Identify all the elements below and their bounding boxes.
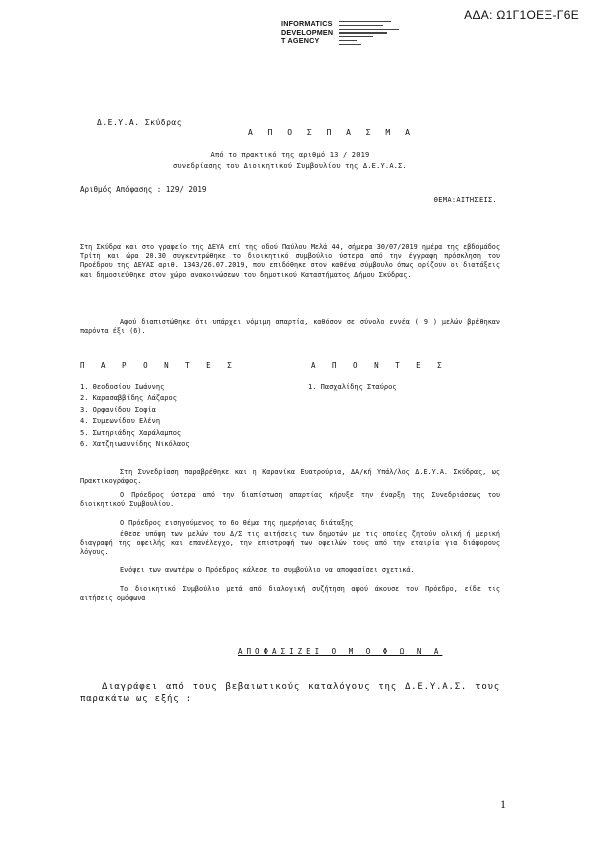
absent-heading: Α Π Ο Ν Τ Ε Σ <box>311 361 448 370</box>
meeting-reference: συνεδρίασης του Διοικητικού Συμβουλίου της Δ.Ε.Υ.Α.Σ. <box>173 162 407 170</box>
agenda-item-paragraph: Ο Πρόεδρος εισηγούμενος το 6ο θέμα της ημερήσιας διάταξης <box>120 519 354 527</box>
logo-fine-print <box>339 21 401 47</box>
agency-logo <box>281 20 401 52</box>
logo-line-3: T AGENCY <box>281 36 320 46</box>
secretary-paragraph: Στη Συνεδρίαση παραβρέθηκε και η Καρανίκα Ευατρούρια, ΔΑ/κή Υπάλ/λος Δ.Ε.Υ.Α. Σκύδρας, ως Πρακτικογράφος. <box>80 468 500 486</box>
present-member: 5. Σωτηριάδης Χαράλαμπος <box>80 428 182 437</box>
agency-logo-text <box>281 20 333 46</box>
logo-line-1: INFORMATICS <box>281 19 333 28</box>
present-member: 2. Καρασαββίδης Λάζαρος <box>80 394 177 403</box>
deliberation-paragraph: Το διοικητικό Συμβούλιο μετά από διαλογική συζήτηση αφού άκουσε τον Πρόεδρο, είδε τις αιτήσεις ομόφωνα <box>80 585 500 603</box>
present-member: 4. Συμεωνίδου Ελένη <box>80 417 161 426</box>
decision-number: Αριθμός Απόφασης : 129/ 2019 <box>80 185 207 194</box>
page-number: 1 <box>500 797 506 811</box>
present-members-list <box>80 382 300 450</box>
absent-member: 1. Πασχαλίδης Σταύρος <box>308 383 397 391</box>
chair-opening-paragraph: Ο Πρόεδρος ύστερα από την διαπίστωση απαρτίας κήρυξε την έναρξη της Συνεδριάσεως του διοικητικού Συμβουλίου. <box>80 491 500 509</box>
quorum-paragraph: Αφού διαπιστώθηκε ότι υπάρχει νόμιμη απαρτία, καθόσον σε σύνολο εννέα ( 9 ) μελών βρέθηκαν παρόντα έξι (6). <box>80 318 500 336</box>
ada-code: ΑΔΑ: Ω1Γ1ΟΕΞ-Γ6Ε <box>464 8 579 22</box>
document-title: Α Π Ο Σ Π Α Σ Μ Α <box>248 128 415 137</box>
present-heading: Π Α Ρ Ο Ν Τ Ε Σ <box>80 361 238 370</box>
minutes-reference: Από το πρακτικό της αριθμό 13 / 2019 <box>210 151 370 159</box>
present-member: 3. Ορφανίδου Σοφία <box>80 405 156 414</box>
absent-members-list <box>308 382 508 393</box>
present-member: 6. Χατζηιωαννίδης Νικόλαος <box>80 440 190 449</box>
decision-paragraph: Διαγράφει από τους βεβαιωτικούς καταλόγους της Δ.Ε.Υ.Α.Σ. τους παρακάτω ως εξής : <box>80 682 500 704</box>
subject-line: ΘΕΜΑ:ΑΙΤΗΣΕΙΣ. <box>433 196 497 204</box>
intro-paragraph: Στη Σκύδρα και στο γραφείο της ΔΕΥΑ επί της οδού Παύλου Μελά 44, σήμερα 30/07/2019 ημέρα της εβδομάδος Τρίτη και ώρα 20.30 συγκεντρώθηκε το διοικητικό συμβούλιο ύστερα από την έγγραφη πρόσκληση του Προέδρου της ΔΕΥΑΣ αριθ. 1343/26.07.2019, που επιδόθηκε στον καθένα σύμβουλο όπως ορίζουν οι διατάξεις και δημοσιεύθηκε στον χώρο ανακοινώσεων του δημοτικού Καταστήματος Δήμου Σκύδρας. <box>80 243 500 279</box>
organization-name: Δ.Ε.Υ.Α. Σκύδρας <box>97 118 183 127</box>
present-member: 1. Θεοδοσίου Ιωάννης <box>80 383 165 391</box>
decision-heading: ΑΠΟΦΑΣΙΖΕΙ Ο Μ Ο Φ Ω Ν Α <box>238 647 443 656</box>
requests-paragraph: έθεσε υπόψη των μελών του Δ/Σ τις αιτήσεις των δημοτών με τις οποίες ζητούν ολική ή μερική διαγραφή της οφειλής και επανέλεγχο, την επιστροφή των οφειλών τους από την εταιρία για διάφορους λόγους. <box>80 530 500 557</box>
vote-call-paragraph: Ενόψει των ανωτέρω ο Πρόεδρος κάλεσε το συμβούλιο να αποφασίσει σχετικά. <box>120 566 415 574</box>
logo-line-2: DEVELOPMEN <box>281 27 334 37</box>
